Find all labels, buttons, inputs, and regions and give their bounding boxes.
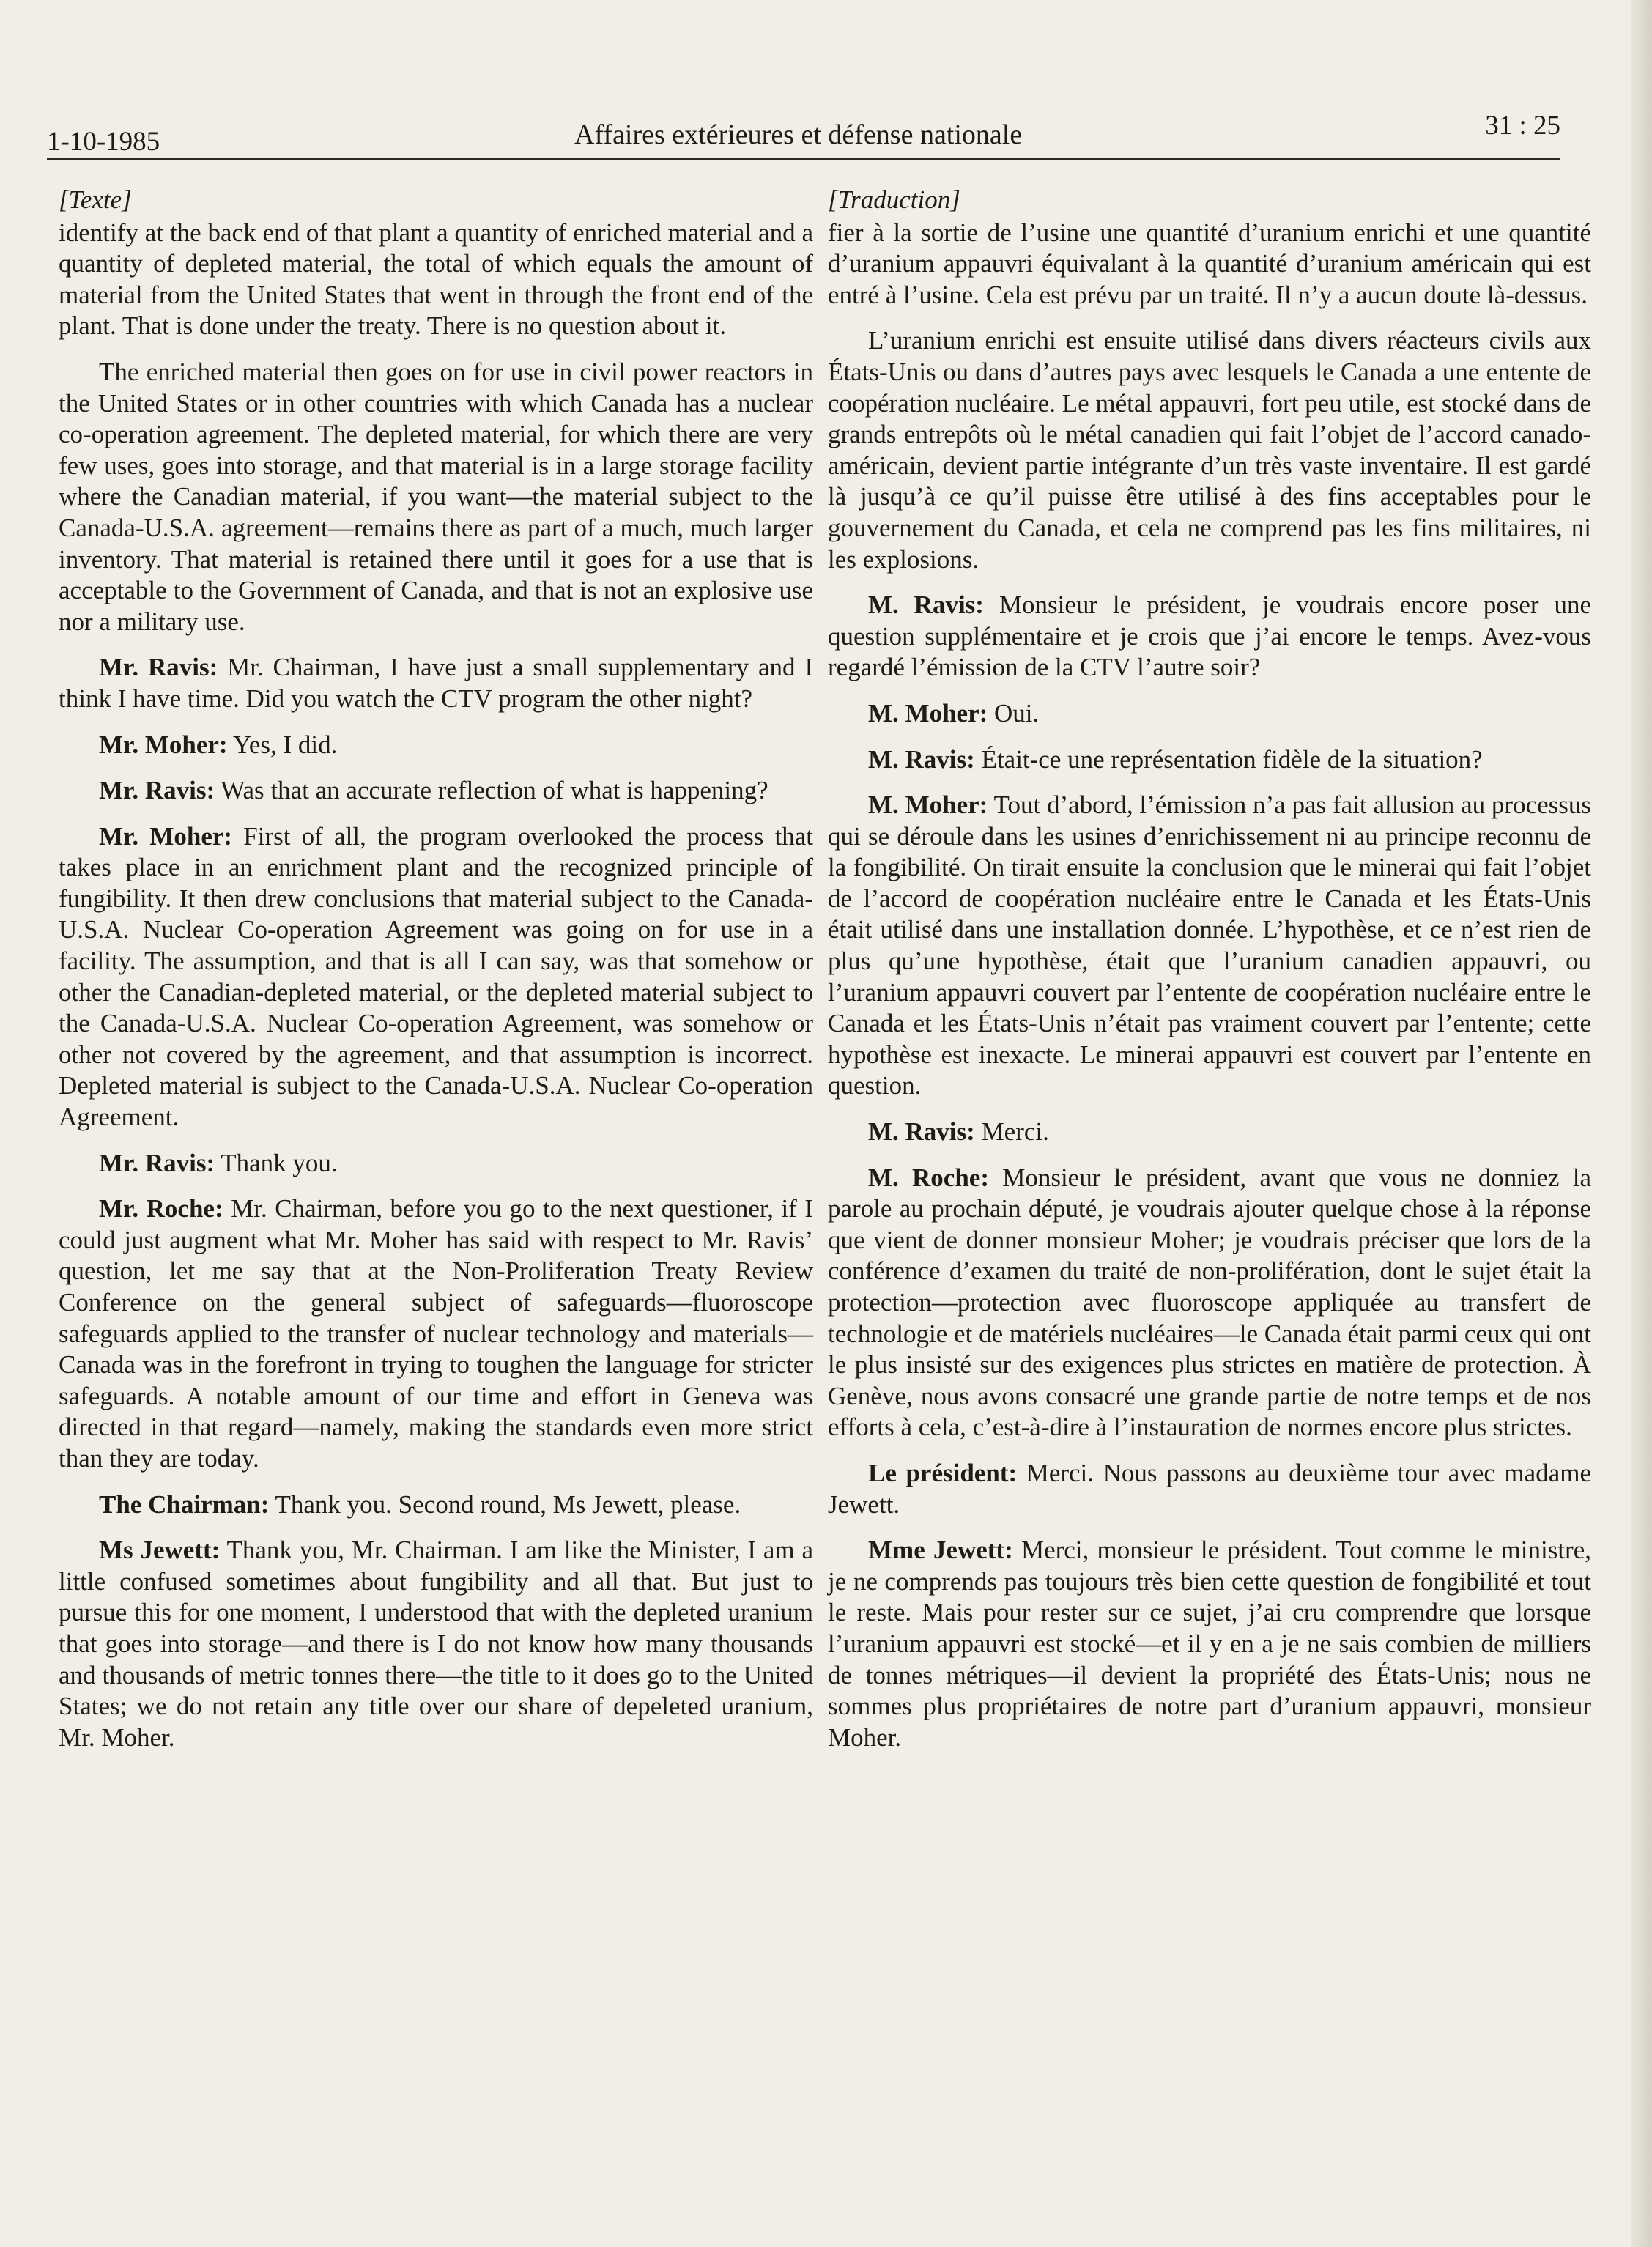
speaker-name: Mr. Moher: (99, 730, 228, 759)
paragraph (828, 1458, 1591, 1520)
paragraph (59, 357, 813, 637)
page-edge (1631, 0, 1652, 2247)
paragraph-text: Monsieur le président, je voudrais encore poser une question supplémentaire et je crois que j’ai encore le temps. Avez-vous regardé l’émission de la CTV l’autre soir? (828, 591, 1592, 682)
paragraph (828, 218, 1591, 311)
paragraph-text: Thank you, Mr. Chairman. I am like the Minister, I am a little confused sometimes about fungibility and all that. But just to pursue this for one moment, I understood that with the depleted uranium that goes into storage—and there is I do not know how many thousands and thousands of metric tonnes there—the title to it does go to the United States; we do not retain any title over our share of depeleted uranium, Mr. Moher. (59, 1536, 813, 1752)
speaker-name: Mr. Roche: (99, 1194, 223, 1224)
paragraph (828, 698, 1591, 730)
paragraph (59, 652, 813, 714)
paragraph (59, 730, 813, 761)
paragraph (59, 1489, 813, 1521)
paragraph-text: L’uranium enrichi est ensuite utilisé dans divers réacteurs civils aux États-Unis ou dans d’autres pays avec lesquels le Canada a une entente de coopération nucléaire. Le métal appauvri, fort peu utile, est stocké dans de grands entrepôts où le métal canadien qui fait l’objet de l’accord canado-américain, devient partie intégrante d’un très vaste inventaire. Il est gardé là jusqu’à ce qu’il puisse être utilisé à des fins acceptables pour le gouvernement du Canada, et cela ne comprend pas les fins militaires, ni les explosions. (828, 326, 1591, 574)
speaker-name: Mr. Ravis: (99, 776, 215, 805)
paragraph-text: Yes, I did. (233, 730, 338, 759)
paragraph (828, 590, 1591, 684)
paragraph-text: First of all, the program overlooked the process that takes place in an enrichment plant and the recognized principle of fungibility. It then drew conclusions that material subject to the Canada-U.S.A. Nuclear Co-operation Agreement was going on for use in a facility. The assumption, and that is all I can say, was that somehow or other the Canadian-depleted material, or the depleted material subject to the Canada-U.S.A. Nuclear Co-operation Agreement, was somehow or other not covered by the agreement, and that assumption is incorrect. Depleted material is subject to the Canada-U.S.A. Nuclear Co-operation Agreement. (59, 821, 814, 1132)
paragraph-text: Était-ce une représentation fidèle de la situation? (981, 744, 1483, 774)
paragraph-text: fier à la sortie de l’usine une quantité d’uranium enrichi et une quantité d’uranium appauvri équivalant à la quantité d’uranium américain qui est entré à l’usine. Cela est prévu par un traité. Il n’y a aucun doute là-dessus. (828, 218, 1591, 309)
paragraph (59, 1193, 813, 1474)
paragraph-text: identify at the back end of that plant a quantity of enriched material and a quantity of depleted material, the total of which equals the amount of material from the United States that went in through the front end of the plant. That is done under the treaty. There is no question about it. (59, 218, 813, 341)
speaker-name: M. Moher: (868, 791, 988, 820)
speaker-name: Ms Jewett: (99, 1536, 221, 1565)
paragraph-text: Was that an accurate reflection of what is happening? (221, 776, 768, 805)
header-title: Affaires extérieures et défense nationale (574, 119, 1023, 150)
paragraph (59, 1535, 813, 1753)
speaker-name: M. Ravis: (868, 591, 984, 620)
paragraph-text: The enriched material then goes on for use in civil power reactors in the United States or in other countries with which Canada has a nuclear co-operation agreement. The depleted material, for which there are very few uses, goes into storage, and that material is in a large storage facility where the Canadian material, if you want—the material subject to the Canada-U.S.A. agreement—remains there as part of a much, much larger inventory. That material is retained there until it goes for a use that is acceptable to the Government of Canada, and that is not an explosive use nor a military use. (59, 357, 813, 636)
left-column-english (59, 185, 813, 1768)
speaker-name: Le président: (868, 1458, 1018, 1487)
speaker-name: M. Moher: (868, 698, 988, 728)
paragraph-text: Monsieur le président, avant que vous ne donniez la parole au prochain député, je voudrais ajouter quelque chose à la réponse que vient de donner monsieur Moher; je voudrais préciser que lors de la conférence d’examen du traité de non-prolifération, dont le sujet était la protection—protection avec fluoroscope appliquée au transfert de technologie et de matériels nucléaires—le Canada était parmi ceux qui ont le plus insisté sur des exigences plus strictes en matière de protection. À Genève, nous avons consacré une grande partie de notre temps et de nos efforts à cela, c’est-à-dire à l’instauration de normes encore plus strictes. (828, 1163, 1591, 1442)
paragraph-text: Tout d’abord, l’émission n’a pas fait allusion au processus qui se déroule dans les usines d’enrichissement ni au principe reconnu de la fongibilité. On tirait ensuite la conclusion que le minerai qui fait l’objet de l’accord de coopération nucléaire entre le Canada et les États-Unis était utilisé dans une installation donnée. L’hypothèse, et ce n’est rien de plus qu’une hypothèse, était que l’uranium canadien appauvri, ou l’uranium appauvri couvert par l’entente de coopération nucléaire entre le Canada et les États-Unis n’était pas vraiment couvert par l’entente; cette hypothèse est inexacte. Le minerai appauvri est couvert par l’entente en question. (828, 791, 1592, 1100)
speaker-name: Mr. Ravis: (99, 1148, 215, 1177)
paragraph (828, 1117, 1591, 1148)
paragraph-text: Thank you. (221, 1148, 338, 1177)
left-column-label: [Texte] (59, 185, 132, 214)
speaker-name: Mr. Moher: (99, 821, 233, 851)
paragraph-text: Merci. (981, 1117, 1049, 1147)
header-page-number: 31 : 25 (1485, 111, 1560, 141)
paragraph (828, 790, 1591, 1102)
right-column-french (828, 185, 1591, 1768)
paragraph (828, 325, 1591, 575)
paragraph (59, 218, 813, 342)
paragraph (828, 1163, 1591, 1443)
page-header (47, 110, 1560, 158)
speaker-name: M. Ravis: (868, 1117, 975, 1147)
paragraph (59, 1148, 813, 1180)
paragraph (59, 821, 813, 1133)
paragraph-text: Mr. Chairman, I have just a small supplementary and I think I have time. Did you watch the CTV program the other night? (59, 653, 813, 713)
header-rule (47, 158, 1560, 160)
paragraph-text: Merci. Nous passons au deuxième tour avec madame Jewett. (828, 1458, 1591, 1519)
paragraph (828, 744, 1591, 776)
speaker-name: Mr. Ravis: (99, 653, 218, 682)
speaker-name: M. Ravis: (868, 744, 975, 774)
paragraph (828, 1535, 1591, 1753)
paragraph-text: Merci, monsieur le président. Tout comme le ministre, je ne comprends pas toujours très bien cette question de fongibilité et tout le reste. Mais pour rester sur ce sujet, j’ai cru comprendre que lorsque l’uranium appauvri est stocké—et il y en a je ne sais combien de milliers de tonnes métriques—il devient la propriété des États-Unis; nous ne sommes plus propriétaires de notre part d’uranium appauvri, monsieur Moher. (828, 1536, 1591, 1752)
speaker-name: Mme Jewett: (868, 1536, 1013, 1565)
paragraph (59, 775, 813, 807)
right-column-label: [Traduction] (828, 185, 960, 214)
speaker-name: M. Roche: (868, 1163, 989, 1192)
paragraph-text: Thank you. Second round, Ms Jewett, please. (275, 1489, 741, 1519)
header-date: 1-10-1985 (47, 127, 160, 157)
paragraph-text: Oui. (994, 698, 1040, 728)
paragraph-text: Mr. Chairman, before you go to the next questioner, if I could just augment what Mr. Moher has said with respect to Mr. Ravis’ question, let me say that at the Non-Proliferation Treaty Review Conference on the general subject of safeguards—fluoroscope safeguards applied to the transfer of nuclear technology and materials—Canada was in the forefront in trying to toughen the language for stricter safeguards. A notable amount of our time and effort in Geneva was directed in that regard—namely, making the standards even more strict than they are today. (59, 1194, 813, 1473)
speaker-name: The Chairman: (99, 1489, 270, 1519)
